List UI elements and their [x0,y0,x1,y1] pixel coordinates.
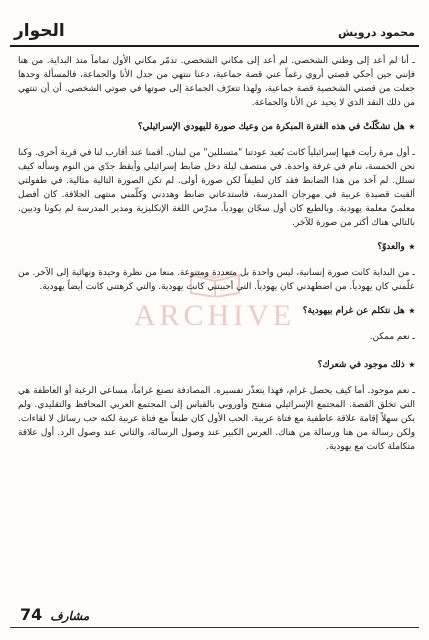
bullet-icon: ★ [408,122,415,131]
answer-paragraph: ـ أنا لم أعد إلى وطني الشخصي. لم أعد إلى مكاني الشخصي. تدمّر مكاني الأول تماماً منذ البداية. من هنا فإنني حين أحكي قصتي أروي رغماً عني قصة جماعية، دعنا ننتهي من جدل الأنا والجماعة، فالمسألة وحدها جعلت من قصتي الشخصية قصة جماعية، ولهذا تتعرّف الجماعة إلى صوتها في صوتي الشخصي. أن أن تنتهي من ذلك النقد الذي لا يحيد عن الأنا والجماعة. [18,56,415,108]
running-header [14,16,415,40]
bullet-icon: ★ [408,242,415,251]
answer-paragraph: ـ نعم ممكن. [369,332,415,342]
interview-question [18,120,415,134]
bullet-icon: ★ [408,306,415,315]
question-text: هل تشكّلَتْ في هذه الفترة المبكرة من وعيك صورة لليهودي الإسرائيلي؟ [137,122,405,132]
watermark-text: ARCHIVE [133,299,296,332]
author-name: محمود درويش [338,26,415,39]
interview-question [18,358,415,372]
question-text: ذلك موجود في شعرك؟ [317,360,405,370]
bullet-icon: ★ [408,360,415,369]
interview-question [18,304,415,318]
article-body [18,54,415,600]
section-title: الحوار [14,21,65,41]
answer-paragraph: ـ نعم موجود. أما كيف يحصل غرام، فهذا يتعذّر تفسيره. المصادفة تصنع غراماً، مساعي الرغبة أو العاطفة هي التي تخلق القصة. المجتمع الإسرائيلي منفتح وأوروبي بالقياس إلى المجتمع العربي المحافظ والتقليدي. ولم يكن سهلاً إقامة علاقة عاطفية مع فتاة عربية. الحب الأول كان طبعاً مع فتاة عربية لكنه حب رسائل لا لقاءات. ولكن رسالة من هنا ورسالة من هناك. العرس الكبير عند وصول الرسالة، والثاني عند وصول الرد. أول علاقة متكاملة كانت مع يهودية. [18,386,415,452]
footer-rule [10,627,419,628]
magazine-name: مشارف [50,609,90,623]
question-text: هل نتكلم عن غرام بيهودية؟ [302,306,405,316]
interview-question [18,240,415,254]
page-footer [20,605,89,624]
answer-paragraph: ـ من البداية كانت صورة إنسانية، ليس واحدة بل متعددة ومتنوعة. منعا من نظرة وحيدة ونهائية إلى الآخر. من علّمني كان يهودياً. من اضطهدني كان يهودياً. التي أحببتني كانت يهودية. والتي كرهتني كانت أيضاً يهودية. [18,268,415,292]
header-rule [10,45,419,47]
question-text: والعدوّ؟ [377,242,405,252]
answer-paragraph: ـ أول مرة رأيت فيها إسرائيلياً كانت بُعيد عودتنا "متسللين" من لبنان. أقمنا عند أقارب لنا في قرية أخرى. وكنا نحن الخمسة، ننام في غرفة واحدة. في منتصف ليلة دخل ضابط إسرائيلي وأيقظ جدّي من النوم وسأله كيف تسلل. لم آخذ من هذا الضابط فقد كان لطيفاً لكن صورة أولى. لم تكن الصورة التالية مثالية. في طفولتي ألقيت قصيدة عربية في مهرجان المدرسة، فاستدعاني ضابط وهددني وكلّمني منتهى الجلافة. كان أفضل معلميّ معلمة يهودية. وبالطبع كان أول سجّان يهودياً. مدرّس اللغة الإنكليزية ومدير المدرسة لم يكونا وديين. بالتالي هناك أكثر من صورة للآخر. [18,148,415,228]
page-number: 74 [20,605,43,624]
